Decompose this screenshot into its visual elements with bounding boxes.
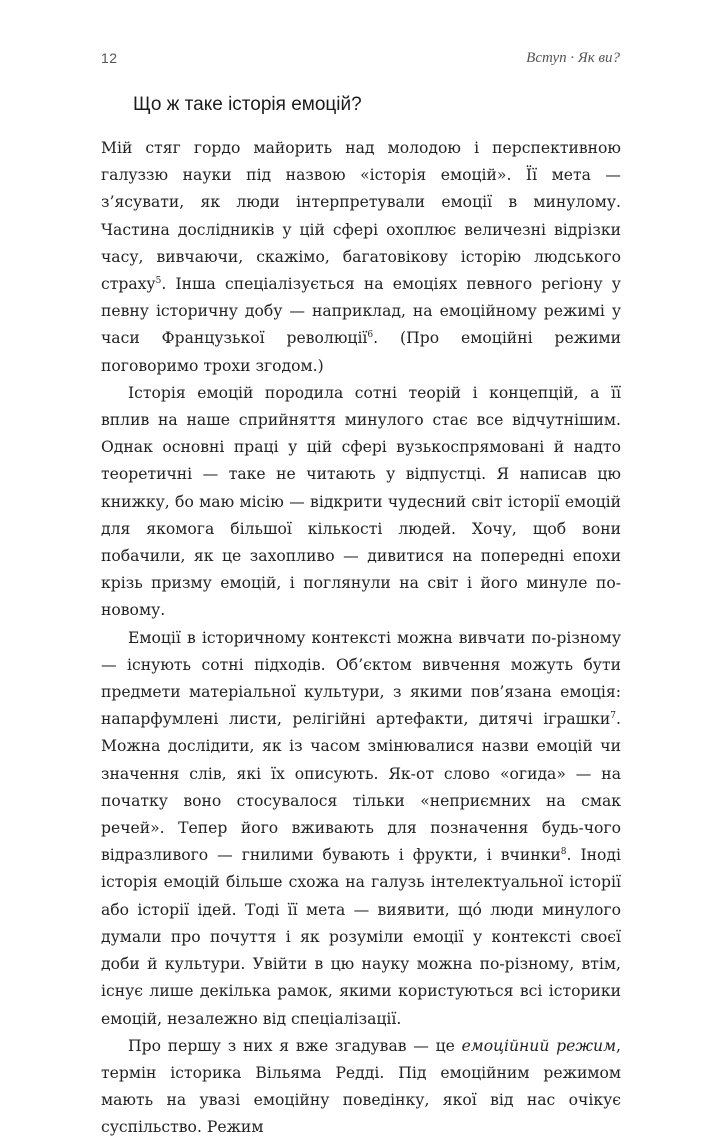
paragraph-text: . (Про емоційні режими поговоримо трохи згодом.) bbox=[101, 329, 621, 375]
footnote-ref-8: 8 bbox=[560, 847, 567, 858]
footnote-ref-5: 5 bbox=[155, 275, 162, 286]
page-number: 12 bbox=[101, 50, 118, 66]
paragraph-2: Історія емоцій породила сотні теорій і концепцій, а її вплив на наше сприйняття минулого стає все відчутнішим. Однак основні праці у цій сфері вузькоспрямовані й надто теоретичні — таке не читають у відпустці. Я написав цю книжку, бо маю місію — відкрити чудесний світ історії емоцій для якомога більшої кількості людей. Хочу, щоб вони побачили, як це захопливо — дивитися на попередні епохи крізь призму емоцій, і поглянули на світ і його минуле по-новому. bbox=[101, 383, 621, 620]
footnote-ref-7: 7 bbox=[610, 711, 617, 722]
paragraph-text: Про першу з них я вже згадував — це bbox=[128, 1036, 462, 1055]
paragraph-1 bbox=[101, 135, 621, 380]
paragraph-text: , термін історика Вільяма Редді. Під емоційним режимом мають на увазі емоційну поведінку, якої від нас очікує суспільство. Режим bbox=[101, 1036, 621, 1137]
paragraph-4 bbox=[101, 1033, 621, 1142]
emphasized-term: емоційний режим bbox=[461, 1036, 617, 1055]
section-heading: Що ж таке історія емоцій? bbox=[133, 94, 362, 115]
paragraph-text: . Інша спеціалізується на емоціях певного регіону у певну історичну добу — наприклад, на емоційному режимі у часи Французької революції bbox=[101, 275, 621, 348]
footnote-ref-6: 6 bbox=[367, 330, 374, 341]
paragraph-text: Мій стяг гордо майорить над молодою і перспективною галуззю науки під назвою «історія емоцій». Її мета — з’ясувати, як люди інтерпретували емоції в минулому. Частина дослідників у цій сфері охоплює величезні відрізки часу, вивчаючи, скажімо, багатовікову історію людського страху bbox=[101, 139, 621, 294]
paragraph-text: . Іноді історія емоцій більше схожа на галузь інтелектуальної історії або історії ідей. Тоді її мета — виявити, що́ люди минулого думали про почуття і як розуміли емоції у контексті своєї доби й культури. Увійти в цю науку можна по-різному, втім, існує лише декілька рамок, якими користуються всі історики емоцій, незалежно від спеціалізації. bbox=[101, 846, 621, 1028]
paragraph-text: . Можна дослідити, як із часом змінювалися назви емоцій чи значення слів, які їх описують. Як-от слово «огида» — на початку воно стосувалося тільки «неприємних на смак речей». Тепер його вживають для позначення будь-чого відразливого — гнилими бувають і фрукти, і вчинки bbox=[101, 710, 621, 865]
body-text bbox=[101, 135, 621, 1142]
paragraph-3 bbox=[101, 625, 621, 1033]
paragraph-text: Емоції в історичному контексті можна вивчати по-різному — існують сотні підходів. Об’єктом вивчення можуть бути предмети матеріальної культури, з якими пов’язана емоція: напарфумлені листи, релігійні артефакти, дитячі іграшки bbox=[101, 628, 621, 729]
running-header: Вступ · Як ви? bbox=[526, 50, 620, 66]
